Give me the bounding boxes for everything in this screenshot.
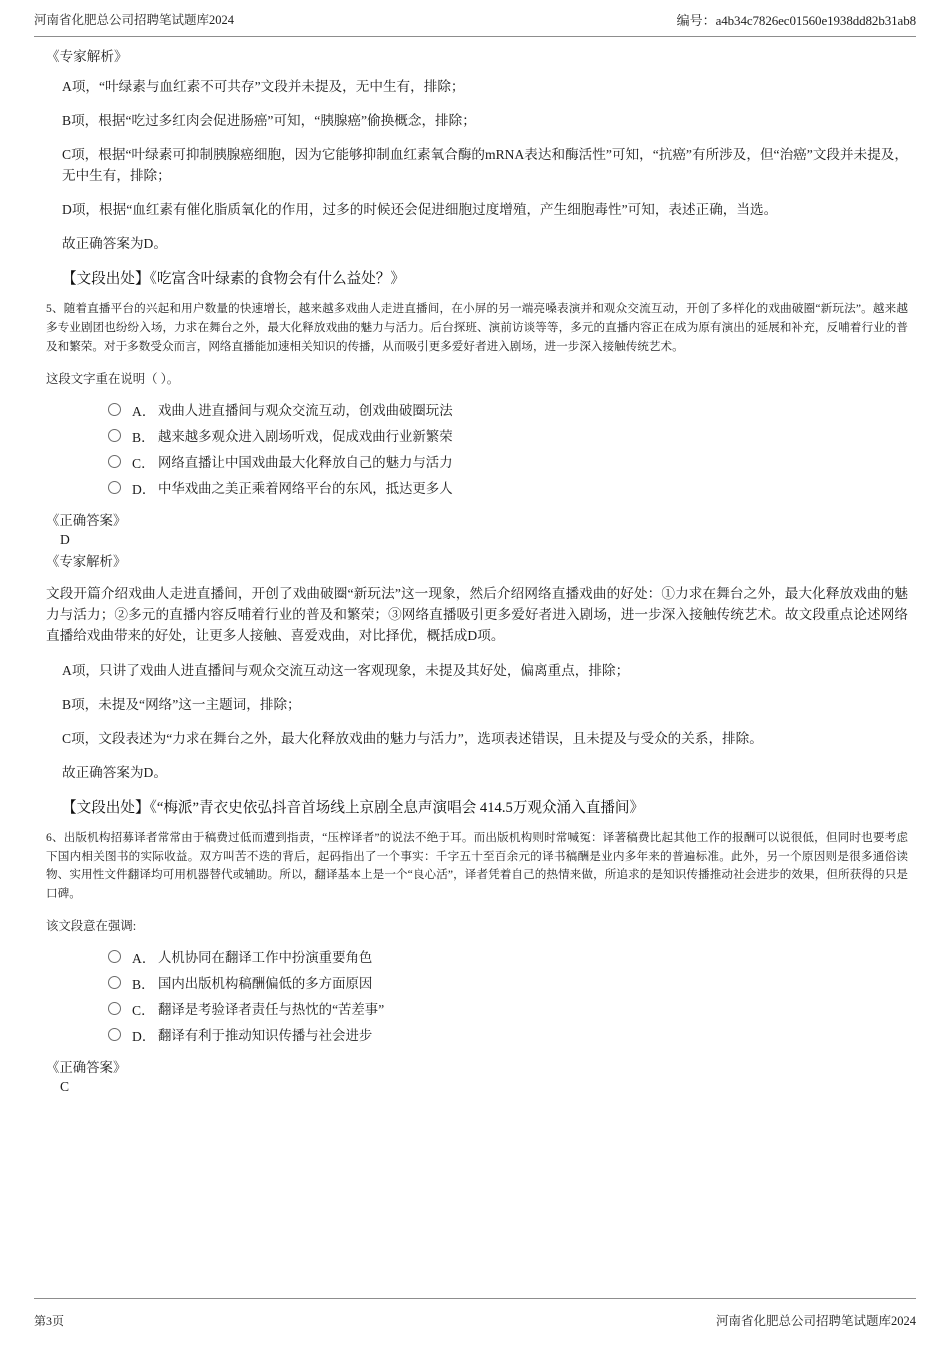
page-header [34, 10, 916, 37]
question-5-stem: 5、随着直播平台的兴起和用户数量的快速增长，越来越多戏曲人走进直播间，在小屏的另一端亮嗓表演并和观众交流互动，开创了多样化的戏曲破圈“新玩法”。越来越多专业剧团也纷纷入场，力求在舞台之外，最大化释放戏曲的魅力与活力。后台探班、演前访谈等等，多元的直播内容正在成为原有演出的延展和补充，反哺着行业的普及和繁荣。对于多数受众而言，网络直播能加速相关知识的传播，从而吸引更多爱好者进入剧场，进一步深入接触传统艺术。 [46, 302, 908, 353]
question-6-answer-label: 《正确答案》 [46, 1059, 127, 1075]
option-row[interactable] [108, 423, 908, 449]
question-5-explanation-a: A项，只讲了戏曲人进直播间与观众交流互动这一客观现象，未提及其好处，偏离重点，排除； [62, 662, 630, 678]
radio-button-icon[interactable] [108, 481, 121, 494]
option-letter: A． [132, 403, 156, 419]
option-text: 人机协同在翻译工作中扮演重要角色 [158, 950, 373, 966]
question-5-explanation-conclusion: 故正确答案为D。 [62, 764, 167, 780]
question-5-explanation-main: 文段开篇介绍戏曲人走进直播间，开创了戏曲破圈“新玩法”这一现象，然后介绍网络直播戏曲的好处：①力求在舞台之外，最大化释放戏曲的魅力与活力；②多元的直播内容反哺着行业的普及和繁荣；③网络直播吸引更多爱好者进入剧场，进一步深入接触传统艺术。故文段重点论述网络直播给戏曲带来的好处，让更多人接触、喜爱戏曲，对比择优，概括成D项。 [46, 586, 908, 644]
option-row[interactable] [108, 1022, 908, 1048]
question-6-answer-value: C [60, 1079, 70, 1095]
question-5-options [46, 397, 908, 501]
radio-button-icon[interactable] [108, 1028, 121, 1041]
question-5-source: 【文段出处】《“梅派”青衣史依弘抖音首场线上京剧全息声演唱会 414.5万观众涌入直播间》 [62, 799, 645, 816]
option-letter: C． [132, 455, 155, 471]
option-text: 翻译是考验译者责任与热忱的“苦差事” [158, 1002, 385, 1018]
option-text: 中华戏曲之美正乘着网络平台的东风，抵达更多人 [158, 481, 453, 497]
option-row[interactable] [108, 996, 908, 1022]
question-5-answer-value: D [60, 532, 70, 548]
q4-explanation-item-b: B项，根据“吃过多红肉会促进肠癌”可知，“胰腺癌”偷换概念，排除； [62, 113, 476, 129]
q4-expert-label: 《专家解析》 [46, 49, 128, 64]
option-row[interactable] [108, 397, 908, 423]
q4-explanation-conclusion: 故正确答案为D。 [62, 236, 167, 252]
option-row[interactable] [108, 475, 908, 501]
question-6-prompt: 该文段意在强调: [46, 918, 137, 933]
option-letter: A． [132, 950, 156, 966]
option-letter: B． [132, 976, 155, 992]
radio-button-icon[interactable] [108, 1002, 121, 1015]
header-serial-value: a4b34c7826ec01560e1938dd82b31ab8 [715, 13, 916, 28]
header-serial-label: 编号： [676, 13, 716, 28]
footer-title: 河南省化肥总公司招聘笔试题库2024 [715, 1314, 916, 1328]
option-text: 网络直播让中国戏曲最大化释放自己的魅力与活力 [158, 455, 453, 471]
option-letter: D． [132, 1028, 156, 1044]
question-5-explanation-c: C项，文段表述为“力求在舞台之外，最大化释放戏曲的魅力与活力”，选项表述错误，且未提及与受众的关系，排除。 [62, 730, 763, 746]
radio-button-icon[interactable] [108, 950, 121, 963]
option-letter: B． [132, 429, 155, 445]
question-5-explanation-b: B项，未提及“网络”这一主题词，排除； [62, 696, 301, 712]
question-5-prompt: 这段文字重在说明（ ）。 [46, 371, 180, 386]
option-text: 戏曲人进直播间与观众交流互动，创戏曲破圈玩法 [158, 403, 453, 419]
q4-explanation-item-d: D项，根据“血红素有催化脂质氧化的作用，过多的时候还会促进细胞过度增殖，产生细胞毒性”可知，表述正确，当选。 [62, 202, 778, 218]
header-title: 河南省化肥总公司招聘笔试题库2024 [34, 13, 235, 27]
option-letter: D． [132, 481, 156, 497]
option-row[interactable] [108, 970, 908, 996]
option-text: 翻译有利于推动知识传播与社会进步 [158, 1028, 373, 1044]
question-6-options [46, 944, 908, 1048]
question-5-expert-label: 《专家解析》 [46, 553, 127, 569]
q4-explanation-item-c: C项，根据“叶绿素可抑制胰腺癌细胞，因为它能够抑制血红素氧合酶的mRNA表达和酶活性”可知，“抗癌”有所涉及，但“治癌”文段并未提及，无中生有，排除； [62, 147, 908, 184]
header-serial-number [677, 10, 916, 29]
radio-button-icon[interactable] [108, 403, 121, 416]
option-text: 越来越多观众进入剧场听戏，促成戏曲行业新繁荣 [158, 429, 453, 445]
page-footer [34, 1298, 916, 1329]
footer-page-number: 第3页 [34, 1314, 65, 1328]
radio-button-icon[interactable] [108, 429, 121, 442]
option-letter: C． [132, 1002, 155, 1018]
radio-button-icon[interactable] [108, 976, 121, 989]
option-row[interactable] [108, 449, 908, 475]
page-content [46, 46, 908, 1099]
question-5-answer-label: 《正确答案》 [46, 512, 127, 528]
q4-explanation-item-a: A项，“叶绿素与血红素不可共存”文段并未提及，无中生有，排除； [62, 79, 465, 95]
radio-button-icon[interactable] [108, 455, 121, 468]
option-text: 国内出版机构稿酬偏低的多方面原因 [158, 976, 373, 992]
q4-source: 【文段出处】《吃富含叶绿素的食物会有什么益处？》 [62, 271, 405, 288]
option-row[interactable] [108, 944, 908, 970]
question-6-stem: 6、出版机构招募译者常常由于稿费过低而遭到指责，“压榨译者”的说法不绝于耳。而出版机构则时常喊冤：译著稿费比起其他工作的报酬可以说很低，但同时也要考虑下国内相关图书的实际收益。双方叫苦不迭的背后，起码指出了一个事实：千字五十至百余元的译书稿酬是业内多年来的普遍标准。此外，另一个原因则是很多通俗读物、实用性文件翻译均可用机器替代或辅助。所以，翻译基本上是一个“良心活”，译者凭着自己的热情来做，所追求的是知识传播推动社会进步的效果，但所获得的只是口碑。 [46, 830, 908, 901]
